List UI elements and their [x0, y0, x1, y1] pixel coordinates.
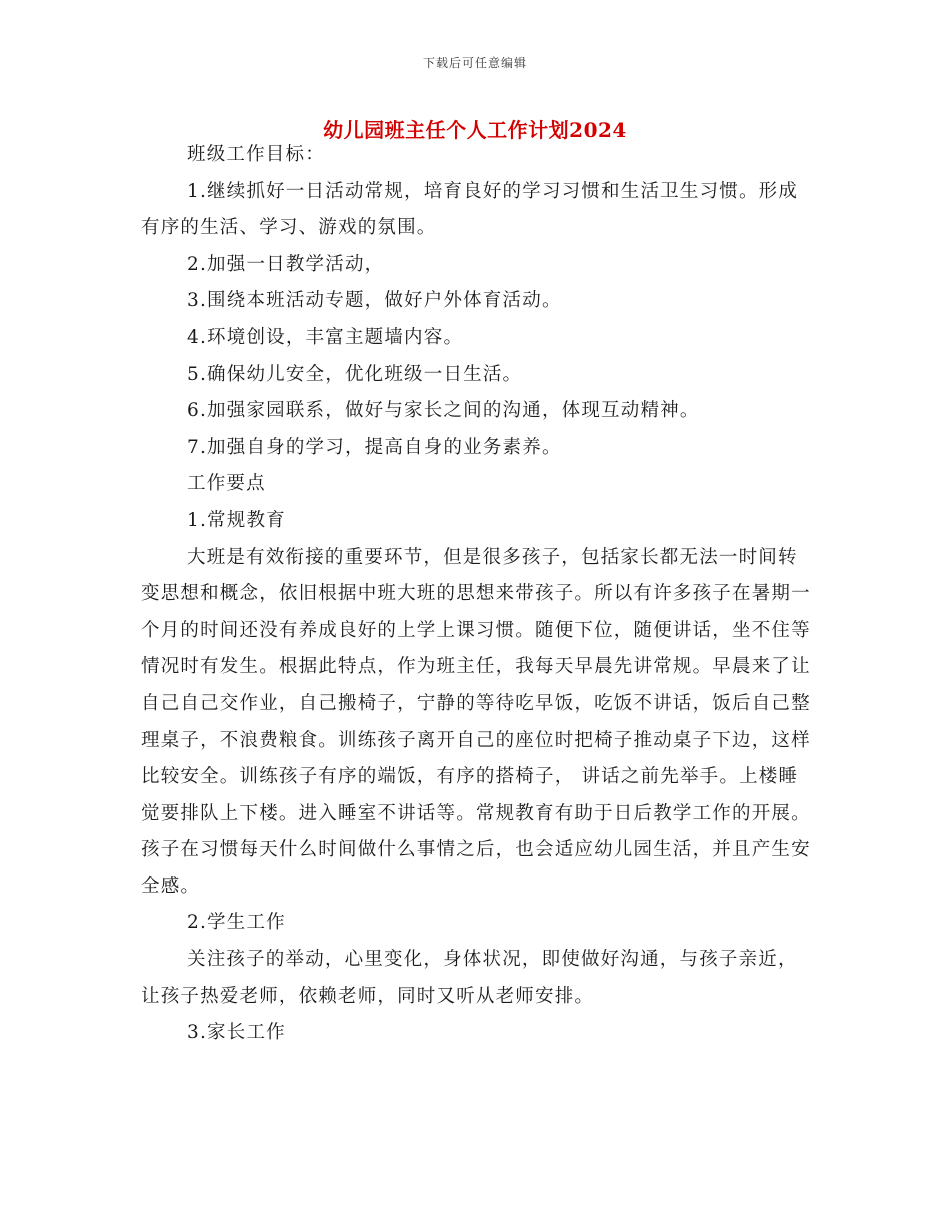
- document-title: 幼儿园班主任个人工作计划2024: [323, 118, 627, 142]
- subheading-routine-education: 1.常规教育: [187, 509, 286, 531]
- goal-item-6: 6.加强家园联系，做好与家长之间的沟通，体现互动精神。: [187, 400, 700, 422]
- header-note: 下载后可任意编辑: [422, 56, 527, 70]
- document-body: [141, 137, 811, 1052]
- section-heading-key-points: 工作要点: [187, 473, 266, 495]
- goal-item-1: 1.继续抓好一日活动常规，培育良好的学习习惯和生活卫生习惯。形成有序的生活、学习、游戏的氛围。: [141, 180, 799, 239]
- paragraph-routine-education: 大班是有效衔接的重要环节，但是很多孩子，包括家长都无法一时间转变思想和概念，依旧根据中班大班的思想来带孩子。所以有许多孩子在暑期一个月的时间还没有养成良好的上学上课习惯。随便下位，随便讲话，坐不住等情况时有发生。根据此特点，作为班主任，我每天早晨先讲常规。早晨来了让自己自己交作业，自己搬椅子，宁静的等待吃早饭，吃饭不讲话，饭后自己整理桌子，不浪费粮食。训练孩子离开自己的座位时把椅子推动桌子下边，这样比较安全。训练孩子有序的端饭，有序的搭椅子， 讲话之前先举手。上楼睡觉要排队上下楼。进入睡室不讲话等。常规教育有助于日后教学工作的开展。孩子在习惯每天什么时间做什么事情之后，也会适应幼儿园生活，并且产生安全感。: [141, 546, 811, 897]
- section-heading-goals: 班级工作目标：: [187, 144, 325, 165]
- subheading-student-work: 2.学生工作: [187, 912, 286, 934]
- paragraph-student-work: 关注孩子的举动，心里变化，身体状况，即使做好沟通，与孩子亲近，让孩子热爱老师，依赖老师，同时又听从老师安排。: [141, 949, 798, 1007]
- goal-item-3: 3.围绕本班活动专题，做好户外体育活动。: [187, 290, 562, 312]
- goal-item-5: 5.确保幼儿安全，优化班级一日生活。: [187, 363, 523, 385]
- goal-item-2: 2.加强一日教学活动，: [187, 253, 385, 275]
- subheading-parent-work: 3.家长工作: [187, 1022, 286, 1044]
- goal-item-7: 7.加强自身的学习，提高自身的业务素养。: [187, 436, 562, 458]
- goal-item-4: 4.环境创设，丰富主题墙内容。: [187, 326, 464, 348]
